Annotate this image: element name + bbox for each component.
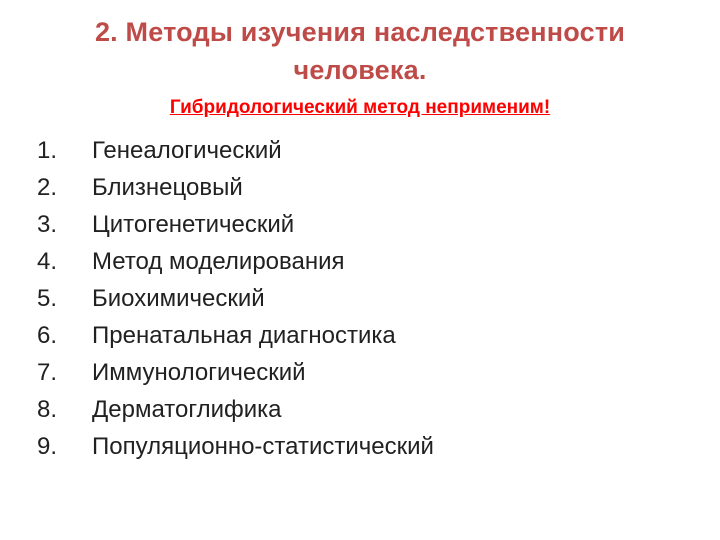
- list-item-label: Иммунологический: [92, 358, 306, 386]
- list-item-number: 7.: [37, 358, 58, 386]
- list-item-number: 9.: [37, 432, 58, 460]
- list-item-label: Генеалогический: [92, 136, 282, 164]
- list-item: [37, 243, 720, 280]
- list-item: [37, 391, 720, 428]
- list-item-label: Близнецовый: [92, 173, 243, 201]
- list-item: [37, 354, 720, 391]
- list-item: [37, 317, 720, 354]
- list-item-label: Метод моделирования: [92, 247, 345, 275]
- slide-title-line-2: человека.: [293, 55, 427, 85]
- list-item-number: 1.: [37, 136, 58, 164]
- list-item: [37, 132, 720, 169]
- slide-title-line-1: 2. Методы изучения наследственности: [94, 17, 626, 47]
- list-item: [37, 428, 720, 465]
- list-item: [37, 280, 720, 317]
- list-item-label: Цитогенетический: [92, 210, 295, 238]
- list-item-label: Пренатальная диагностика: [92, 321, 396, 349]
- slide-subtitle: Гибридологический метод неприменим!: [169, 97, 551, 118]
- list-item-label: Биохимический: [92, 284, 265, 312]
- list-item-label: Популяционно-статистический: [92, 432, 434, 460]
- list-item: [37, 169, 720, 206]
- list-item-number: 8.: [37, 395, 58, 423]
- list-item-number: 5.: [37, 284, 58, 312]
- methods-list: [0, 132, 720, 465]
- list-item: [37, 206, 720, 243]
- slide-title: [0, 0, 720, 89]
- list-item-number: 4.: [37, 247, 58, 275]
- list-item-label: Дерматоглифика: [92, 395, 282, 423]
- list-item-number: 6.: [37, 321, 58, 349]
- list-item-number: 3.: [37, 210, 58, 238]
- list-item-number: 2.: [37, 173, 58, 201]
